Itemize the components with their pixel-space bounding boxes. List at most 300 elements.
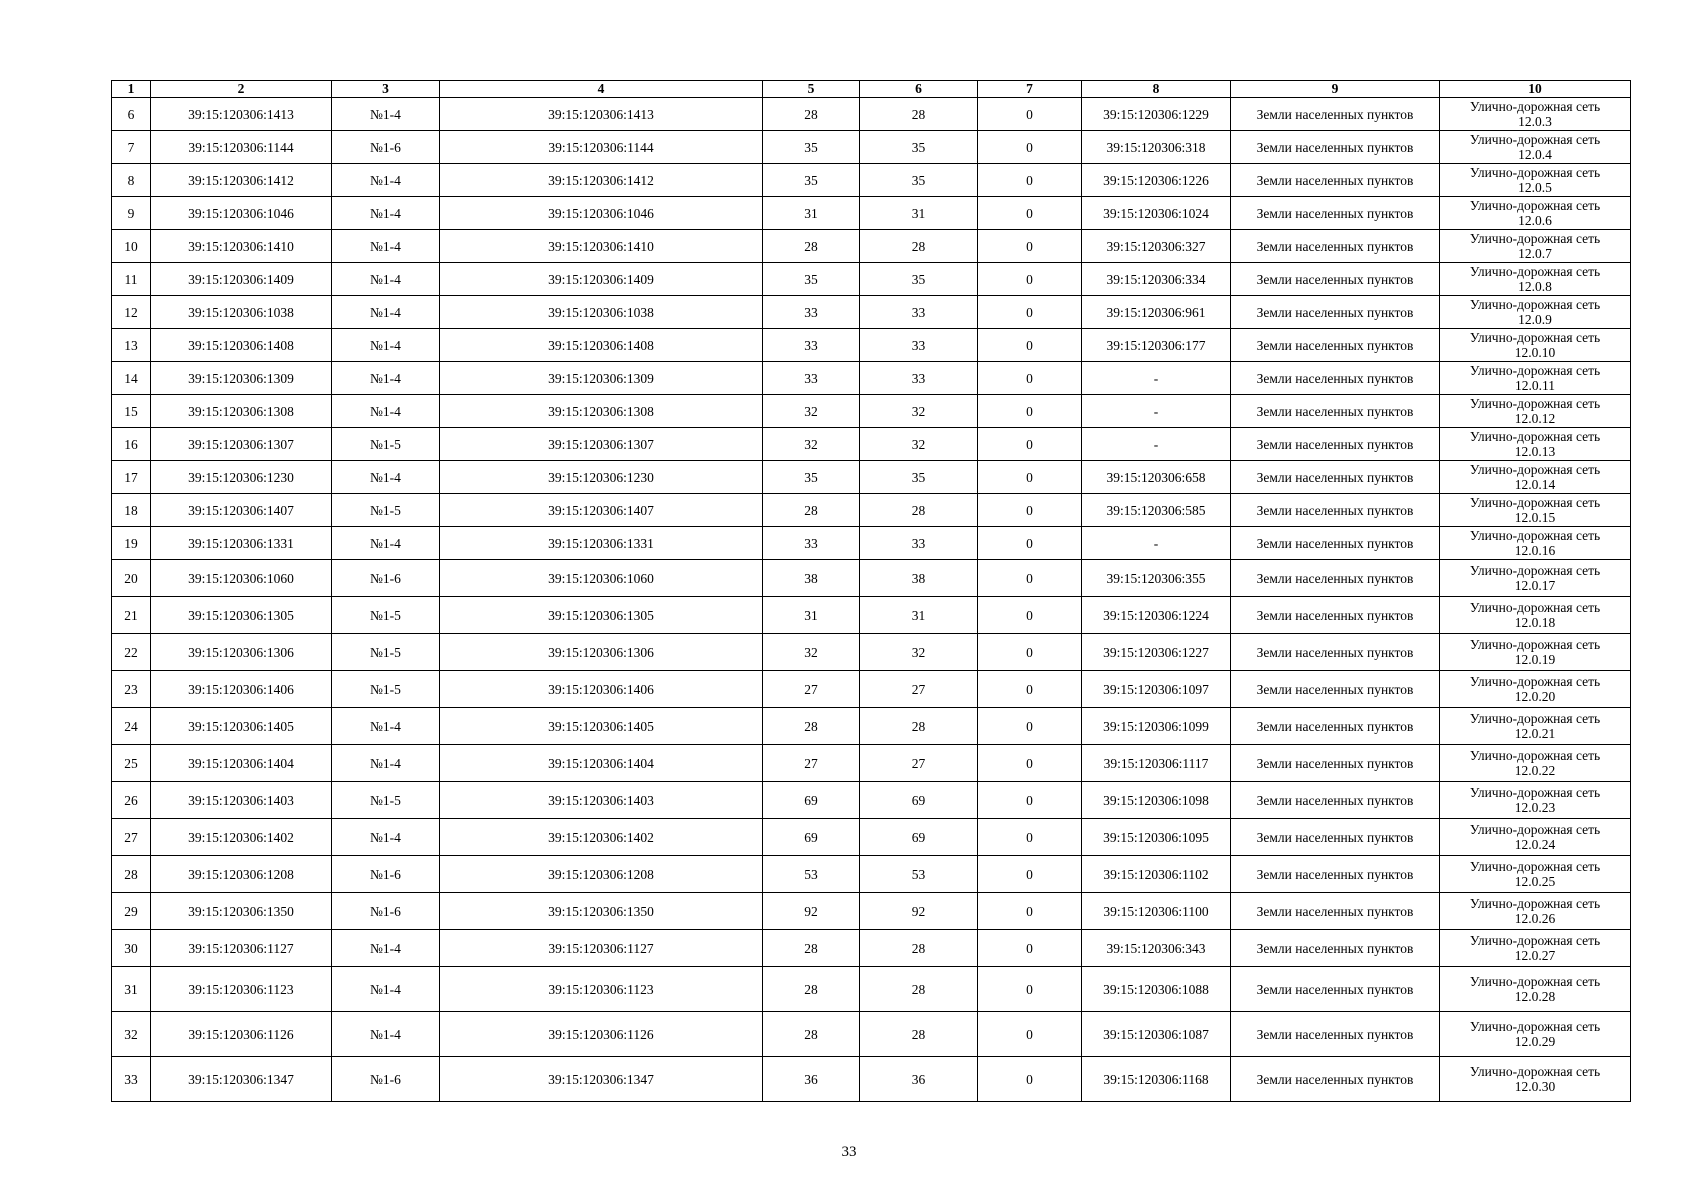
permitted-use-label: Улично-дорожная сеть — [1469, 198, 1601, 213]
source-plot-cell: 39:15:120306:1123 — [440, 967, 763, 1012]
permitted-use-code: 12.0.26 — [1514, 911, 1556, 926]
table-row — [112, 527, 1631, 560]
table-row — [112, 597, 1631, 634]
zone-cell: №1-4 — [332, 819, 440, 856]
linked-plot-cell: 39:15:120306:1087 — [1082, 1012, 1231, 1057]
remainder-cell: 0 — [978, 708, 1082, 745]
formed-area-cell: 27 — [860, 671, 978, 708]
formed-area-cell: 32 — [860, 395, 978, 428]
linked-plot-cell: 39:15:120306:1099 — [1082, 708, 1231, 745]
cadastral-number-cell: 39:15:120306:1230 — [151, 461, 332, 494]
source-plot-cell: 39:15:120306:1230 — [440, 461, 763, 494]
land-category-cell: Земли населенных пунктов — [1231, 494, 1440, 527]
row-number-cell: 12 — [112, 296, 151, 329]
source-plot-cell: 39:15:120306:1038 — [440, 296, 763, 329]
source-plot-cell: 39:15:120306:1144 — [440, 131, 763, 164]
cadastral-number-cell: 39:15:120306:1406 — [151, 671, 332, 708]
source-plot-cell: 39:15:120306:1046 — [440, 197, 763, 230]
permitted-use-label: Улично-дорожная сеть — [1469, 462, 1601, 477]
land-category-cell: Земли населенных пунктов — [1231, 263, 1440, 296]
remainder-cell: 0 — [978, 197, 1082, 230]
permitted-use-label: Улично-дорожная сеть — [1469, 396, 1601, 411]
linked-plot-cell: 39:15:120306:1102 — [1082, 856, 1231, 893]
permitted-use-label: Улично-дорожная сеть — [1469, 974, 1601, 989]
land-category-cell: Земли населенных пунктов — [1231, 164, 1440, 197]
linked-plot-cell: 39:15:120306:1024 — [1082, 197, 1231, 230]
land-category-cell: Земли населенных пунктов — [1231, 634, 1440, 671]
cadastral-number-cell: 39:15:120306:1060 — [151, 560, 332, 597]
permitted-use-code: 12.0.14 — [1514, 477, 1556, 492]
row-number-cell: 31 — [112, 967, 151, 1012]
land-category-cell: Земли населенных пунктов — [1231, 782, 1440, 819]
remainder-cell: 0 — [978, 671, 1082, 708]
remainder-cell: 0 — [978, 745, 1082, 782]
table-row — [112, 329, 1631, 362]
table-row — [112, 230, 1631, 263]
permitted-use-label: Улично-дорожная сеть — [1469, 363, 1601, 378]
table-row — [112, 856, 1631, 893]
permitted-use-code: 12.0.16 — [1514, 543, 1556, 558]
source-plot-cell: 39:15:120306:1126 — [440, 1012, 763, 1057]
area-cell: 27 — [763, 671, 860, 708]
table-row — [112, 893, 1631, 930]
remainder-cell: 0 — [978, 930, 1082, 967]
permitted-use-code: 12.0.15 — [1514, 510, 1556, 525]
cadastral-number-cell: 39:15:120306:1409 — [151, 263, 332, 296]
remainder-cell: 0 — [978, 634, 1082, 671]
zone-cell: №1-4 — [332, 296, 440, 329]
column-header-10: 10 — [1440, 81, 1631, 98]
permitted-use-label: Улично-дорожная сеть — [1469, 859, 1601, 874]
zone-cell: №1-4 — [332, 329, 440, 362]
zone-cell: №1-5 — [332, 494, 440, 527]
formed-area-cell: 92 — [860, 893, 978, 930]
permitted-use-cell — [1440, 395, 1631, 428]
cadastral-number-cell: 39:15:120306:1347 — [151, 1057, 332, 1102]
row-number-cell: 30 — [112, 930, 151, 967]
permitted-use-code: 12.0.25 — [1514, 874, 1556, 889]
formed-area-cell: 32 — [860, 634, 978, 671]
permitted-use-label: Улично-дорожная сеть — [1469, 297, 1601, 312]
permitted-use-label: Улично-дорожная сеть — [1469, 711, 1601, 726]
remainder-cell: 0 — [978, 1057, 1082, 1102]
land-category-cell: Земли населенных пунктов — [1231, 708, 1440, 745]
permitted-use-code: 12.0.30 — [1514, 1079, 1556, 1094]
formed-area-cell: 32 — [860, 428, 978, 461]
area-cell: 31 — [763, 597, 860, 634]
permitted-use-code: 12.0.5 — [1518, 180, 1552, 195]
table-row — [112, 708, 1631, 745]
permitted-use-label: Улично-дорожная сеть — [1469, 896, 1601, 911]
zone-cell: №1-4 — [332, 967, 440, 1012]
area-cell: 53 — [763, 856, 860, 893]
land-category-cell: Земли населенных пунктов — [1231, 362, 1440, 395]
row-number-cell: 10 — [112, 230, 151, 263]
remainder-cell: 0 — [978, 362, 1082, 395]
table-row — [112, 362, 1631, 395]
permitted-use-cell — [1440, 634, 1631, 671]
permitted-use-cell — [1440, 708, 1631, 745]
remainder-cell: 0 — [978, 98, 1082, 131]
row-number-cell: 23 — [112, 671, 151, 708]
area-cell: 69 — [763, 819, 860, 856]
formed-area-cell: 28 — [860, 230, 978, 263]
table-row — [112, 197, 1631, 230]
area-cell: 32 — [763, 428, 860, 461]
page-number: 33 — [841, 1144, 857, 1160]
formed-area-cell: 35 — [860, 131, 978, 164]
area-cell: 35 — [763, 263, 860, 296]
permitted-use-label: Улично-дорожная сеть — [1469, 785, 1601, 800]
permitted-use-label: Улично-дорожная сеть — [1469, 637, 1601, 652]
permitted-use-code: 12.0.6 — [1518, 213, 1552, 228]
source-plot-cell: 39:15:120306:1403 — [440, 782, 763, 819]
zone-cell: №1-4 — [332, 230, 440, 263]
cadastral-number-cell: 39:15:120306:1123 — [151, 967, 332, 1012]
table-row — [112, 671, 1631, 708]
linked-plot-cell: 39:15:120306:327 — [1082, 230, 1231, 263]
permitted-use-code: 12.0.17 — [1514, 578, 1556, 593]
area-cell: 33 — [763, 329, 860, 362]
permitted-use-cell — [1440, 494, 1631, 527]
permitted-use-label: Улично-дорожная сеть — [1469, 748, 1601, 763]
remainder-cell: 0 — [978, 164, 1082, 197]
column-header-2: 2 — [151, 81, 332, 98]
remainder-cell: 0 — [978, 263, 1082, 296]
zone-cell: №1-4 — [332, 527, 440, 560]
row-number-cell: 7 — [112, 131, 151, 164]
area-cell: 33 — [763, 362, 860, 395]
row-number-cell: 14 — [112, 362, 151, 395]
land-category-cell: Земли населенных пунктов — [1231, 1012, 1440, 1057]
linked-plot-cell: 39:15:120306:177 — [1082, 329, 1231, 362]
source-plot-cell: 39:15:120306:1408 — [440, 329, 763, 362]
remainder-cell: 0 — [978, 329, 1082, 362]
permitted-use-cell — [1440, 362, 1631, 395]
table-row — [112, 263, 1631, 296]
source-plot-cell: 39:15:120306:1127 — [440, 930, 763, 967]
column-header-8: 8 — [1082, 81, 1231, 98]
cadastral-number-cell: 39:15:120306:1208 — [151, 856, 332, 893]
formed-area-cell: 35 — [860, 461, 978, 494]
row-number-cell: 16 — [112, 428, 151, 461]
linked-plot-cell: 39:15:120306:1097 — [1082, 671, 1231, 708]
zone-cell: №1-4 — [332, 745, 440, 782]
linked-plot-cell: 39:15:120306:585 — [1082, 494, 1231, 527]
cadastral-number-cell: 39:15:120306:1410 — [151, 230, 332, 263]
cadastral-number-cell: 39:15:120306:1306 — [151, 634, 332, 671]
cadastral-number-cell: 39:15:120306:1402 — [151, 819, 332, 856]
area-cell: 27 — [763, 745, 860, 782]
row-number-cell: 6 — [112, 98, 151, 131]
source-plot-cell: 39:15:120306:1060 — [440, 560, 763, 597]
column-header-6: 6 — [860, 81, 978, 98]
linked-plot-cell: 39:15:120306:1117 — [1082, 745, 1231, 782]
permitted-use-label: Улично-дорожная сеть — [1469, 528, 1601, 543]
zone-cell: №1-4 — [332, 708, 440, 745]
source-plot-cell: 39:15:120306:1402 — [440, 819, 763, 856]
linked-plot-cell: 39:15:120306:658 — [1082, 461, 1231, 494]
row-number-cell: 25 — [112, 745, 151, 782]
linked-plot-cell: 39:15:120306:1227 — [1082, 634, 1231, 671]
row-number-cell: 8 — [112, 164, 151, 197]
permitted-use-cell — [1440, 98, 1631, 131]
area-cell: 32 — [763, 634, 860, 671]
land-category-cell: Земли населенных пунктов — [1231, 597, 1440, 634]
header-row — [112, 81, 1631, 98]
formed-area-cell: 28 — [860, 98, 978, 131]
row-number-cell: 28 — [112, 856, 151, 893]
permitted-use-cell — [1440, 930, 1631, 967]
formed-area-cell: 28 — [860, 1012, 978, 1057]
cadastral-number-cell: 39:15:120306:1307 — [151, 428, 332, 461]
remainder-cell: 0 — [978, 131, 1082, 164]
table-row — [112, 98, 1631, 131]
source-plot-cell: 39:15:120306:1413 — [440, 98, 763, 131]
permitted-use-code: 12.0.18 — [1514, 615, 1556, 630]
formed-area-cell: 35 — [860, 164, 978, 197]
cadastral-number-cell: 39:15:120306:1413 — [151, 98, 332, 131]
linked-plot-cell: 39:15:120306:961 — [1082, 296, 1231, 329]
formed-area-cell: 36 — [860, 1057, 978, 1102]
remainder-cell: 0 — [978, 560, 1082, 597]
linked-plot-cell: 39:15:120306:1168 — [1082, 1057, 1231, 1102]
land-category-cell: Земли населенных пунктов — [1231, 230, 1440, 263]
table-row — [112, 930, 1631, 967]
formed-area-cell: 28 — [860, 494, 978, 527]
remainder-cell: 0 — [978, 893, 1082, 930]
permitted-use-code: 12.0.9 — [1518, 312, 1552, 327]
land-category-cell: Земли населенных пунктов — [1231, 131, 1440, 164]
zone-cell: №1-4 — [332, 263, 440, 296]
remainder-cell: 0 — [978, 1012, 1082, 1057]
zone-cell: №1-4 — [332, 1012, 440, 1057]
source-plot-cell: 39:15:120306:1405 — [440, 708, 763, 745]
permitted-use-label: Улично-дорожная сеть — [1469, 933, 1601, 948]
row-number-cell: 27 — [112, 819, 151, 856]
table-row — [112, 967, 1631, 1012]
land-category-cell: Земли населенных пунктов — [1231, 671, 1440, 708]
area-cell: 32 — [763, 395, 860, 428]
permitted-use-label: Улично-дорожная сеть — [1469, 231, 1601, 246]
land-category-cell: Земли населенных пунктов — [1231, 745, 1440, 782]
linked-plot-cell: 39:15:120306:334 — [1082, 263, 1231, 296]
zone-cell: №1-5 — [332, 782, 440, 819]
formed-area-cell: 69 — [860, 819, 978, 856]
land-category-cell: Земли населенных пунктов — [1231, 893, 1440, 930]
permitted-use-cell — [1440, 893, 1631, 930]
remainder-cell: 0 — [978, 230, 1082, 263]
source-plot-cell: 39:15:120306:1409 — [440, 263, 763, 296]
source-plot-cell: 39:15:120306:1410 — [440, 230, 763, 263]
permitted-use-code: 12.0.8 — [1518, 279, 1552, 294]
permitted-use-code: 12.0.28 — [1514, 989, 1556, 1004]
permitted-use-label: Улично-дорожная сеть — [1469, 495, 1601, 510]
row-number-cell: 11 — [112, 263, 151, 296]
permitted-use-cell — [1440, 560, 1631, 597]
table-body — [112, 98, 1631, 1102]
permitted-use-code: 12.0.3 — [1518, 114, 1552, 129]
zone-cell: №1-4 — [332, 930, 440, 967]
area-cell: 28 — [763, 98, 860, 131]
permitted-use-cell — [1440, 856, 1631, 893]
zone-cell: №1-4 — [332, 362, 440, 395]
linked-plot-cell: - — [1082, 395, 1231, 428]
area-cell: 92 — [763, 893, 860, 930]
cadastral-number-cell: 39:15:120306:1407 — [151, 494, 332, 527]
source-plot-cell: 39:15:120306:1308 — [440, 395, 763, 428]
permitted-use-cell — [1440, 131, 1631, 164]
permitted-use-code: 12.0.4 — [1518, 147, 1552, 162]
zone-cell: №1-4 — [332, 461, 440, 494]
formed-area-cell: 38 — [860, 560, 978, 597]
remainder-cell: 0 — [978, 428, 1082, 461]
remainder-cell: 0 — [978, 967, 1082, 1012]
permitted-use-code: 12.0.23 — [1514, 800, 1556, 815]
cadastral-number-cell: 39:15:120306:1046 — [151, 197, 332, 230]
linked-plot-cell: - — [1082, 428, 1231, 461]
permitted-use-cell — [1440, 782, 1631, 819]
linked-plot-cell: 39:15:120306:1088 — [1082, 967, 1231, 1012]
linked-plot-cell: 39:15:120306:1224 — [1082, 597, 1231, 634]
source-plot-cell: 39:15:120306:1404 — [440, 745, 763, 782]
row-number-cell: 18 — [112, 494, 151, 527]
permitted-use-cell — [1440, 428, 1631, 461]
land-category-cell: Земли населенных пунктов — [1231, 197, 1440, 230]
formed-area-cell: 28 — [860, 708, 978, 745]
cadastral-number-cell: 39:15:120306:1405 — [151, 708, 332, 745]
permitted-use-cell — [1440, 819, 1631, 856]
permitted-use-cell — [1440, 230, 1631, 263]
area-cell: 28 — [763, 1012, 860, 1057]
land-category-cell: Земли населенных пунктов — [1231, 296, 1440, 329]
formed-area-cell: 33 — [860, 296, 978, 329]
column-header-4: 4 — [440, 81, 763, 98]
permitted-use-label: Улично-дорожная сеть — [1469, 1019, 1601, 1034]
remainder-cell: 0 — [978, 782, 1082, 819]
permitted-use-label: Улично-дорожная сеть — [1469, 330, 1601, 345]
row-number-cell: 29 — [112, 893, 151, 930]
source-plot-cell: 39:15:120306:1350 — [440, 893, 763, 930]
column-header-3: 3 — [332, 81, 440, 98]
linked-plot-cell: 39:15:120306:1229 — [1082, 98, 1231, 131]
area-cell: 35 — [763, 164, 860, 197]
permitted-use-cell — [1440, 461, 1631, 494]
cadastral-number-cell: 39:15:120306:1126 — [151, 1012, 332, 1057]
area-cell: 38 — [763, 560, 860, 597]
column-header-5: 5 — [763, 81, 860, 98]
permitted-use-cell — [1440, 597, 1631, 634]
zone-cell: №1-6 — [332, 560, 440, 597]
permitted-use-cell — [1440, 967, 1631, 1012]
permitted-use-cell — [1440, 527, 1631, 560]
column-header-9: 9 — [1231, 81, 1440, 98]
source-plot-cell: 39:15:120306:1347 — [440, 1057, 763, 1102]
formed-area-cell: 33 — [860, 362, 978, 395]
row-number-cell: 9 — [112, 197, 151, 230]
table-row — [112, 296, 1631, 329]
remainder-cell: 0 — [978, 819, 1082, 856]
permitted-use-code: 12.0.24 — [1514, 837, 1556, 852]
cadastral-number-cell: 39:15:120306:1305 — [151, 597, 332, 634]
linked-plot-cell: 39:15:120306:318 — [1082, 131, 1231, 164]
formed-area-cell: 33 — [860, 527, 978, 560]
permitted-use-label: Улично-дорожная сеть — [1469, 264, 1601, 279]
permitted-use-label: Улично-дорожная сеть — [1469, 600, 1601, 615]
remainder-cell: 0 — [978, 296, 1082, 329]
land-category-cell: Земли населенных пунктов — [1231, 1057, 1440, 1102]
formed-area-cell: 69 — [860, 782, 978, 819]
permitted-use-code: 12.0.7 — [1518, 246, 1552, 261]
area-cell: 35 — [763, 131, 860, 164]
land-category-cell: Земли населенных пунктов — [1231, 930, 1440, 967]
formed-area-cell: 28 — [860, 967, 978, 1012]
formed-area-cell: 35 — [860, 263, 978, 296]
permitted-use-code: 12.0.22 — [1514, 763, 1556, 778]
table-row — [112, 1012, 1631, 1057]
permitted-use-code: 12.0.13 — [1514, 444, 1556, 459]
permitted-use-cell — [1440, 296, 1631, 329]
permitted-use-code: 12.0.11 — [1515, 378, 1555, 393]
zone-cell: №1-6 — [332, 856, 440, 893]
area-cell: 31 — [763, 197, 860, 230]
permitted-use-code: 12.0.29 — [1514, 1034, 1556, 1049]
table-row — [112, 782, 1631, 819]
formed-area-cell: 31 — [860, 597, 978, 634]
area-cell: 33 — [763, 527, 860, 560]
remainder-cell: 0 — [978, 527, 1082, 560]
permitted-use-code: 12.0.19 — [1514, 652, 1556, 667]
zone-cell: №1-6 — [332, 893, 440, 930]
formed-area-cell: 31 — [860, 197, 978, 230]
zone-cell: №1-4 — [332, 395, 440, 428]
zone-cell: №1-6 — [332, 1057, 440, 1102]
permitted-use-cell — [1440, 745, 1631, 782]
remainder-cell: 0 — [978, 856, 1082, 893]
permitted-use-label: Улично-дорожная сеть — [1469, 99, 1601, 114]
linked-plot-cell: - — [1082, 527, 1231, 560]
permitted-use-cell — [1440, 329, 1631, 362]
zone-cell: №1-5 — [332, 597, 440, 634]
permitted-use-code: 12.0.10 — [1514, 345, 1556, 360]
formed-area-cell: 27 — [860, 745, 978, 782]
row-number-cell: 17 — [112, 461, 151, 494]
cadastral-number-cell: 39:15:120306:1350 — [151, 893, 332, 930]
permitted-use-cell — [1440, 1057, 1631, 1102]
linked-plot-cell: 39:15:120306:1095 — [1082, 819, 1231, 856]
land-category-cell: Земли населенных пунктов — [1231, 527, 1440, 560]
zone-cell: №1-4 — [332, 164, 440, 197]
remainder-cell: 0 — [978, 494, 1082, 527]
cadastral-number-cell: 39:15:120306:1404 — [151, 745, 332, 782]
cadastral-number-cell: 39:15:120306:1331 — [151, 527, 332, 560]
area-cell: 28 — [763, 494, 860, 527]
row-number-cell: 33 — [112, 1057, 151, 1102]
permitted-use-label: Улично-дорожная сеть — [1469, 674, 1601, 689]
source-plot-cell: 39:15:120306:1305 — [440, 597, 763, 634]
land-category-cell: Земли населенных пунктов — [1231, 560, 1440, 597]
zone-cell: №1-4 — [332, 197, 440, 230]
remainder-cell: 0 — [978, 461, 1082, 494]
remainder-cell: 0 — [978, 395, 1082, 428]
land-category-cell: Земли населенных пунктов — [1231, 967, 1440, 1012]
land-category-cell: Земли населенных пунктов — [1231, 329, 1440, 362]
linked-plot-cell: 39:15:120306:1226 — [1082, 164, 1231, 197]
table-row — [112, 560, 1631, 597]
permitted-use-code: 12.0.21 — [1514, 726, 1556, 741]
linked-plot-cell: 39:15:120306:343 — [1082, 930, 1231, 967]
cadastral-number-cell: 39:15:120306:1412 — [151, 164, 332, 197]
